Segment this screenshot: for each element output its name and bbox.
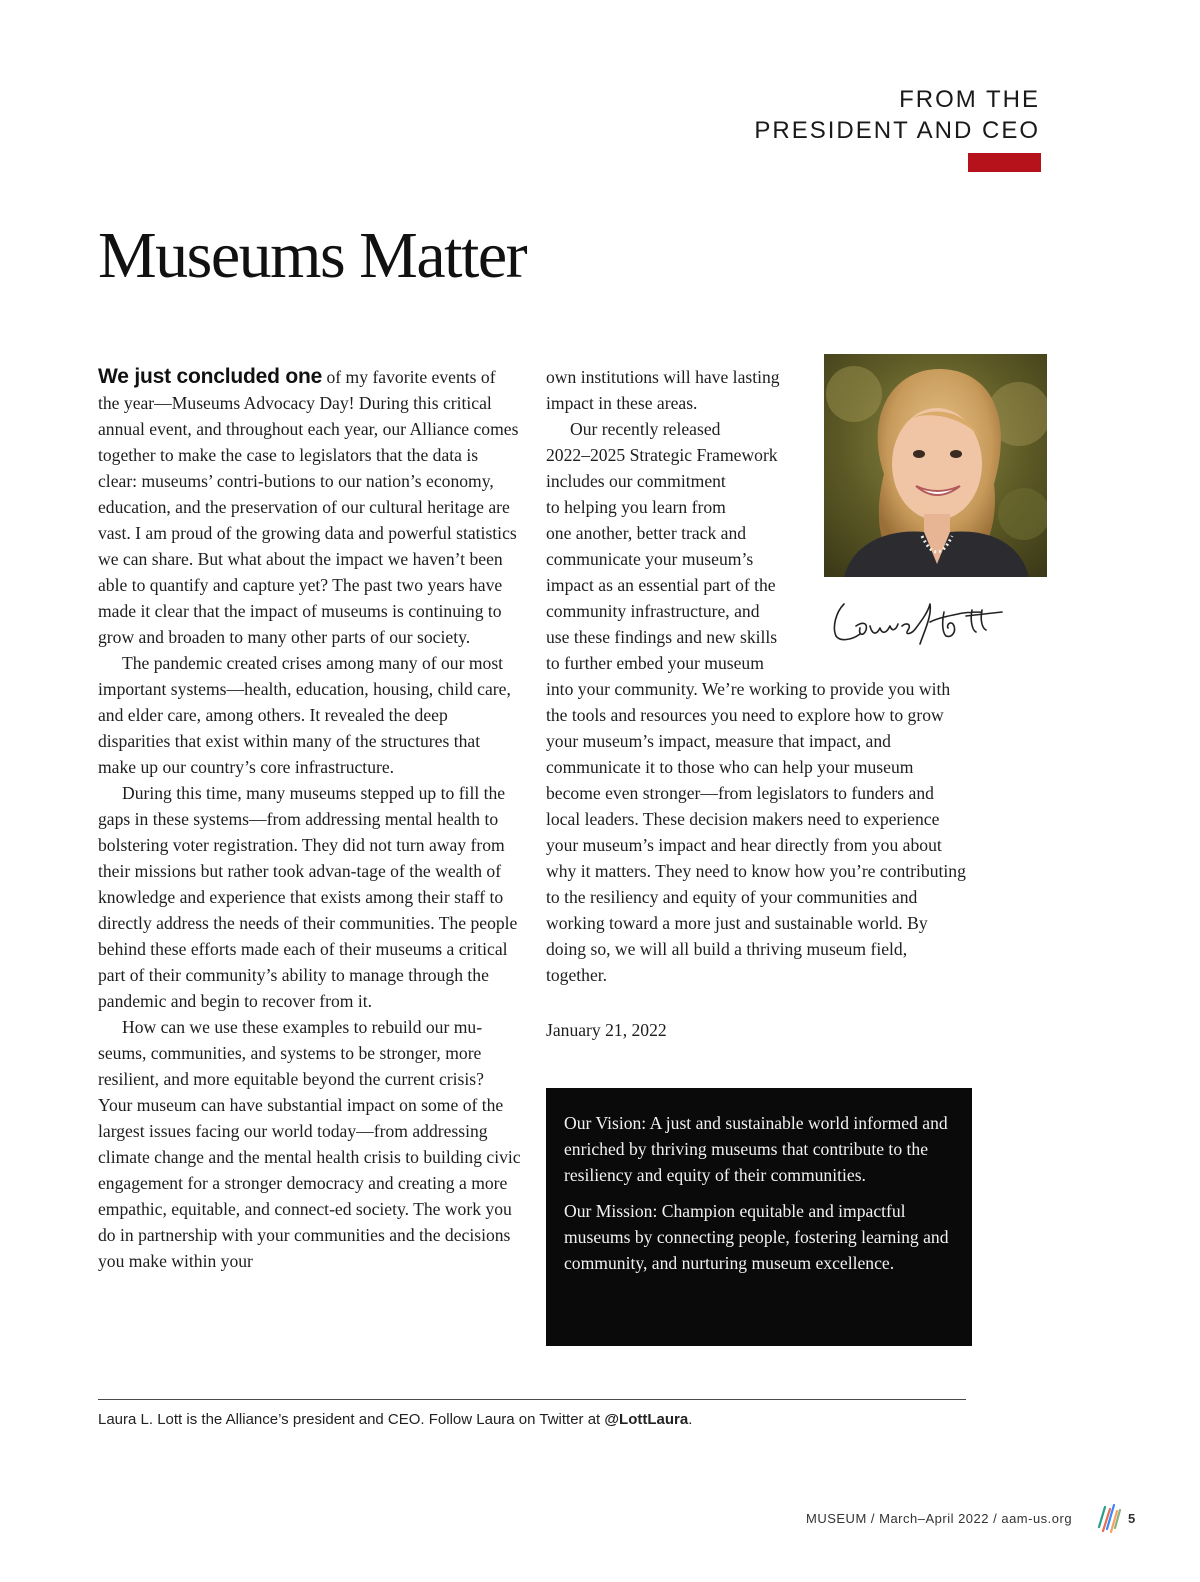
p6-line: one another, better track and [546,523,747,543]
author-bio [98,1411,692,1428]
p6-line: communicate your museum’s [546,549,754,569]
paragraph-6-wrapped [546,416,801,676]
twitter-handle[interactable]: @LottLaura [604,1411,689,1428]
vision-statement: Our Vision: A just and sustainable world informed and enriched by thriving museums that contribute to the resiliency and equity of their communities. [564,1113,948,1185]
kicker-accent-bar [968,153,1041,172]
p6-line: includes our commitment [546,471,726,491]
p6-line: to further embed your museum [546,653,764,673]
portrait-image [824,354,1047,577]
bio-text: Laura L. Lott is the Alliance’s president and CEO. Follow Laura on Twitter at [98,1411,605,1428]
page-title: Museums Matter [98,219,527,292]
page-number: 5 [1128,1511,1136,1526]
author-signature [826,592,1016,652]
footer-rule [98,1399,966,1400]
vision-mission-box [546,1088,972,1346]
p6-line: 2022–2025 Strategic Framework [546,445,778,465]
section-kicker [754,84,1040,146]
paragraph-1-text: of my favorite events of the year—Museums Advocacy Day! During this critical annual event, and throughout each year, our Alliance comes together to make the case to legislators that the data is clear: museums’ contri-butions to our nation’s economy, education, and the preservation of our cultural heritage are vast. I am proud of the growing data and powerful statistics we can share. But what about the impact we haven’t been able to quantify and capture yet? The past two years have made it clear that the impact of museums is continuing to grow and broaden to many other parts of our society. [98,367,519,647]
p6-line: impact as an essential part of the [546,575,776,595]
author-photo [824,354,1047,577]
p6-line: to helping you learn from [546,497,726,517]
kicker-line-2: PRESIDENT AND CEO [754,117,1040,144]
p6-line: use these findings and new skills [546,627,778,647]
paragraph-4: How can we use these examples to rebuild our mu-seums, communities, and systems to be stronger, more resilient, and more equitable beyond the current crisis? Your museum can have substantial impact on some of the largest issues facing our world today—from addressing climate change and the mental health crisis to building civic engagement for a stronger democracy and creating a more empathic, equitable, and connect-ed society. The work you do in partnership with your communities and the decisions you make within your [98,1017,521,1271]
lead-in: We just concluded one [98,365,323,388]
p6-line: community infrastructure, and [546,601,760,621]
paragraph-3: During this time, many museums stepped up to fill the gaps in these systems—from addressing mental health to bolstering voter registration. They did not turn away from their missions but rather took advan-tage of the wealth of knowledge and experience that exists among their staff to directly address the needs of their communities. The people behind these efforts made each of their museums a critical part of their community’s ability to manage through the pandemic and begin to recover from it. [98,783,518,1011]
paragraph-5: own institutions will have lasting impact in these areas. [546,367,780,413]
paragraph-6-continued: into your community. We’re working to provide you with the tools and resources you need to explore how to grow your museum’s impact, measure that impact, and communicate it to those who can help your museum become even stronger—from legislators to funders and local leaders. These decision makers need to experience your museum’s impact and hear directly from you about why it matters. They need to know how you’re contributing to the resiliency and equity of your communities and working toward a more just and sustainable world. By doing so, we will all build a thriving museum field, together. [546,679,966,985]
paragraph-2: The pandemic created crises among many of our most important systems—health, education, housing, child care, and elder care, among others. It revealed the deep disparities that exist within many of the structures that make up our country’s core infrastructure. [98,653,511,777]
aam-logo-icon [1096,1501,1122,1535]
letter-date: January 21, 2022 [546,1020,667,1040]
mission-statement: Our Mission: Champion equitable and impactful museums by connecting people, fostering learning and community, and nurturing museum excellence. [564,1201,949,1273]
page-footer [806,1501,1146,1535]
kicker-line-1: FROM THE [899,86,1040,113]
bio-end: . [688,1411,693,1428]
folio-text: MUSEUM / March–April 2022 / aam-us.org [806,1511,1073,1526]
p6-line: Our recently released [570,419,721,439]
paragraph-1 [98,364,521,650]
article-column-1 [98,364,521,1274]
